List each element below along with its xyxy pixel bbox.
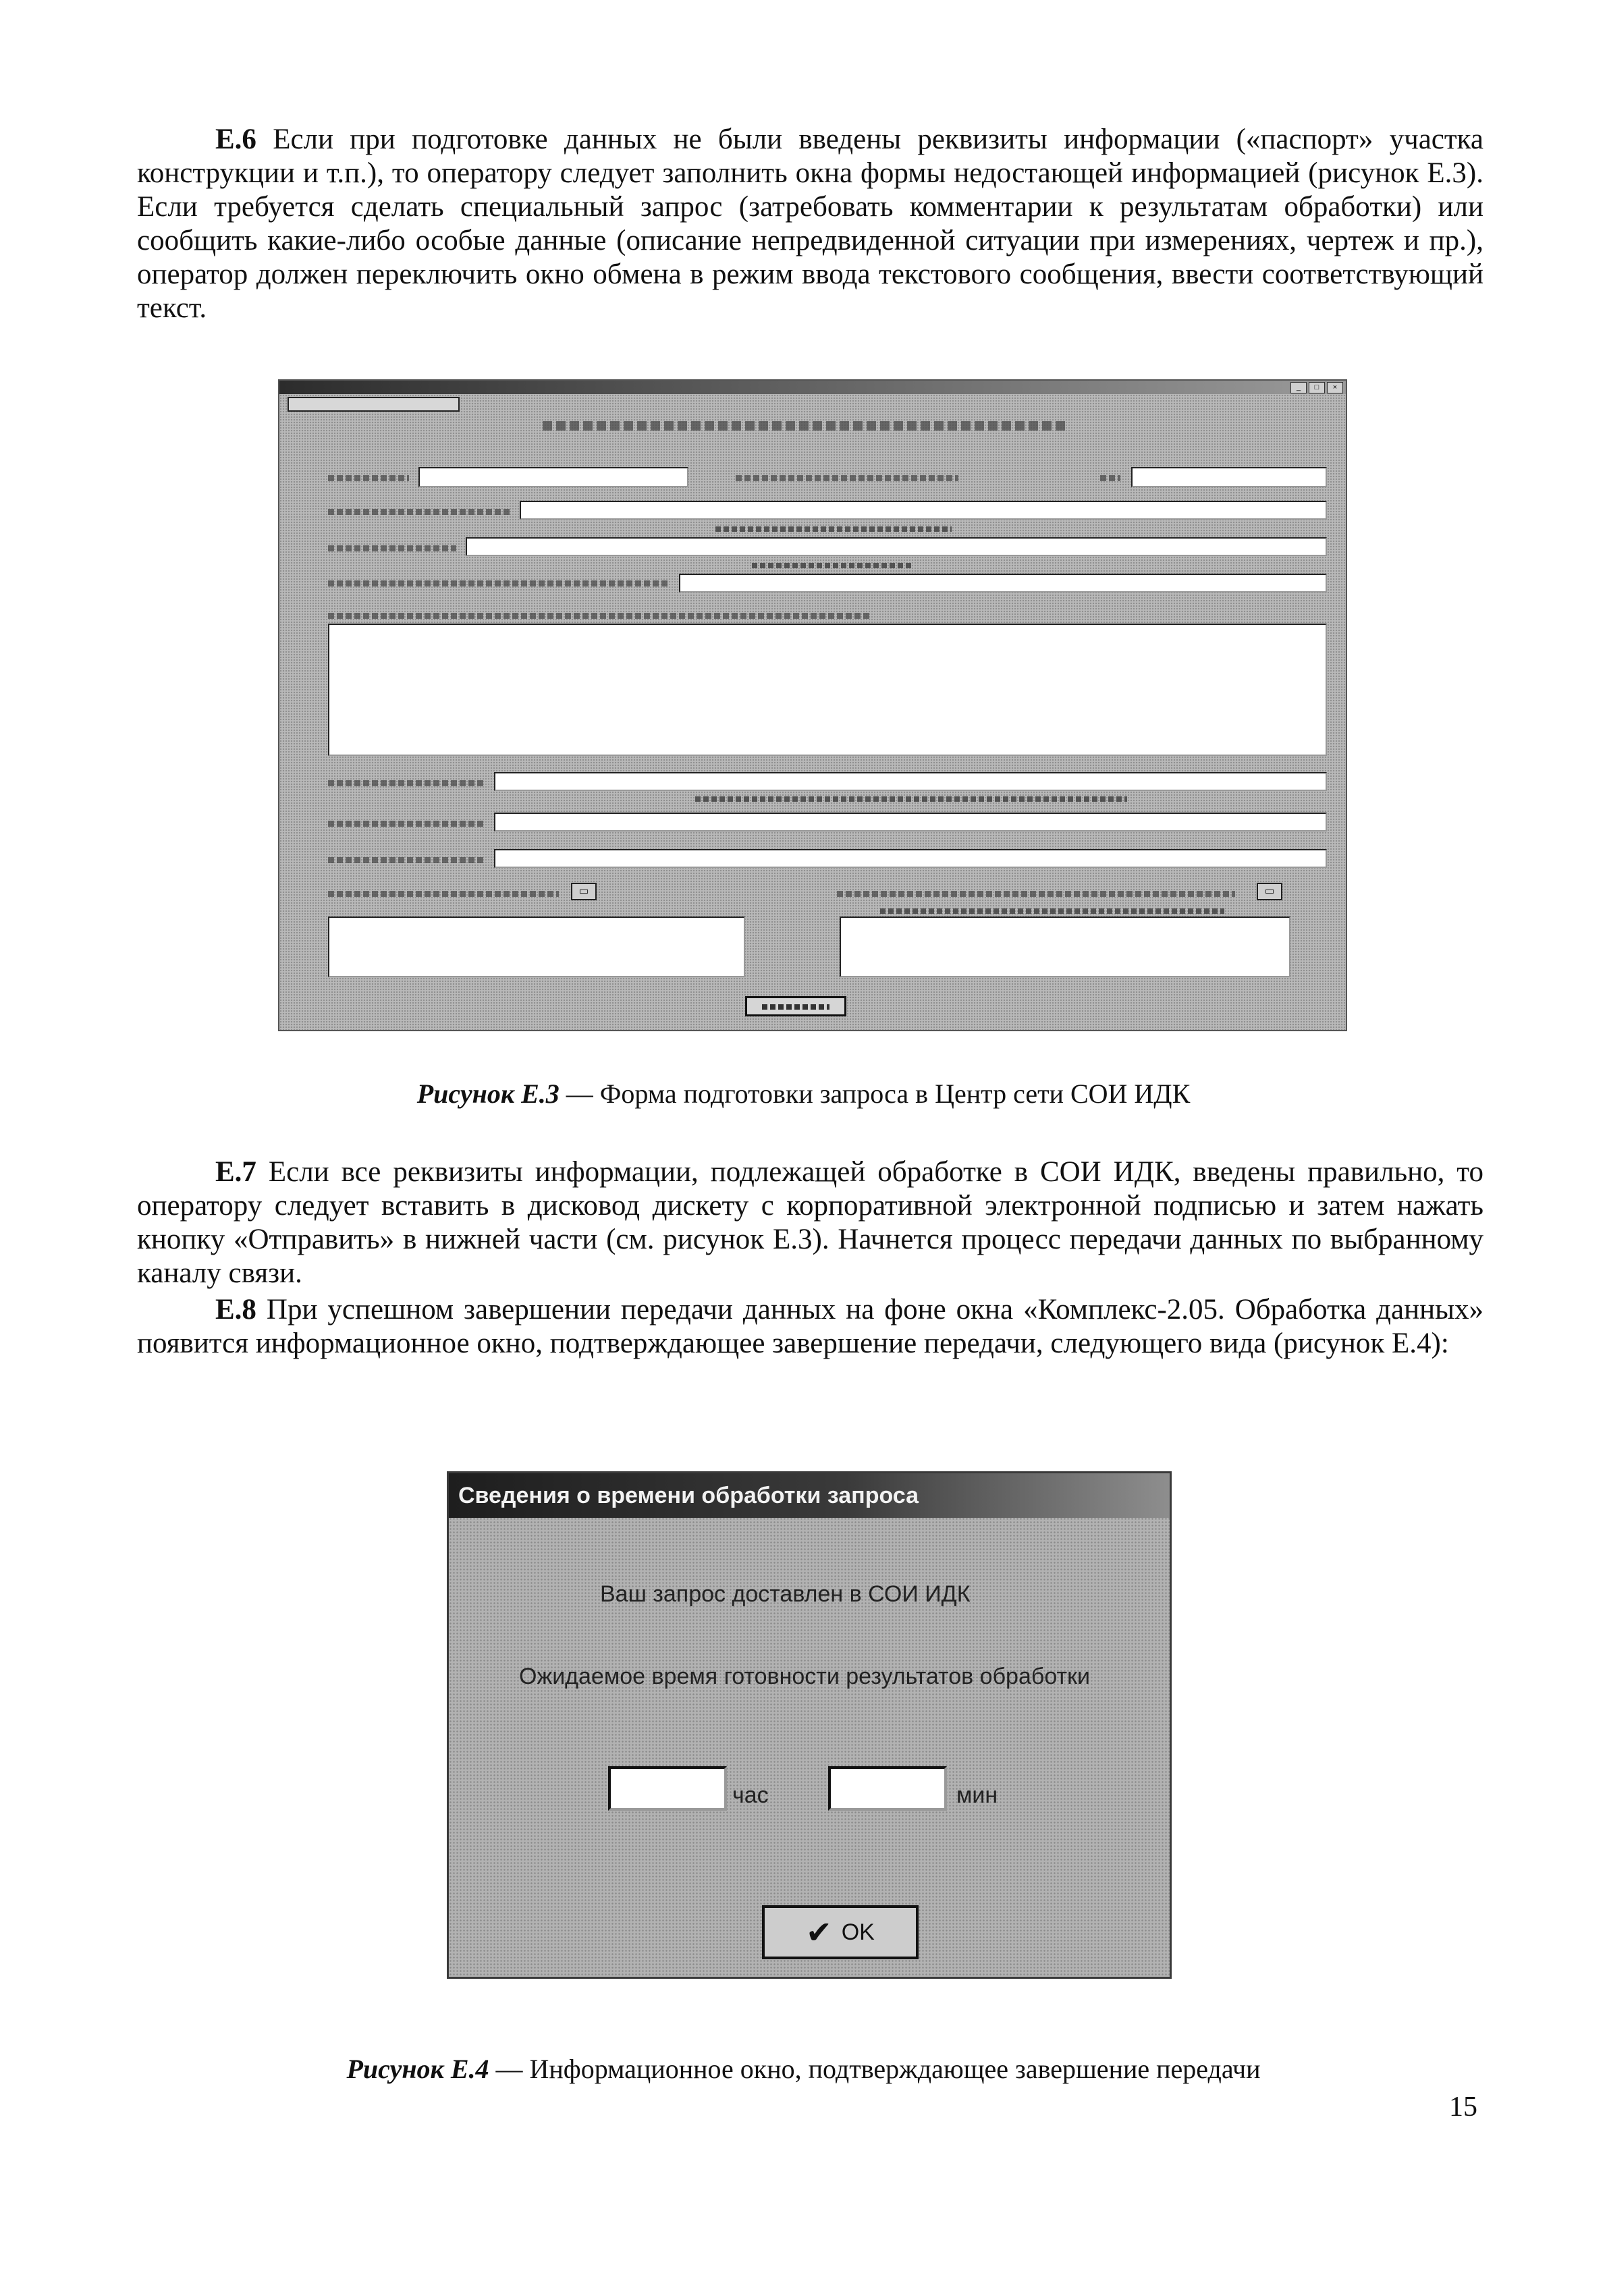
paragraph-text: Если при подготовке данных не были введены реквизиты информации («паспорт» участка конструкции и т.п.), то оператору следует заполнить окна формы недостающей информацией (рисунок Е.3). Если требуется сделать специальный запрос (затребовать комментарии к результатам обработки) или сообщить какие-либо особые данные (описание непредвиденной ситуации при измерениях, чертеж и пр.), оператор должен переключить окно обмена в режим ввода текстового сообщения, ввести соответствующий текст. [137,124,1484,324]
form-heading [543,421,1069,431]
field-hint [880,908,1224,914]
section-number: Е.8 [215,1294,256,1325]
window-titlebar [279,381,1346,394]
section-number: Е.6 [215,124,256,155]
attach-drawing-folder-icon[interactable]: ▭ [1257,883,1282,900]
field-label [328,780,486,786]
object-info-textarea[interactable] [328,624,1327,756]
field-hint [715,526,952,532]
caption-text: — Форма подготовки запроса в Центр сети СОИ ИДК [559,1078,1191,1109]
close-button[interactable]: × [1327,382,1343,393]
maximize-button[interactable]: □ [1309,382,1325,393]
send-button[interactable] [745,996,846,1016]
paragraph-e8 [137,1293,1483,1361]
page-number: 15 [1449,2092,1477,2123]
minimize-button[interactable]: _ [1290,382,1307,393]
federal-signature-field[interactable] [494,813,1327,831]
dialog-titlebar [449,1473,1170,1518]
paragraph-e6 [137,123,1483,325]
field-label [736,475,958,481]
control-field[interactable] [494,772,1327,791]
form-tab[interactable] [288,397,460,412]
delivered-message: Ваш запрос доставлен в СОИ ИДК [600,1581,971,1607]
expected-time-label: Ожидаемое время готовности результатов обработки [519,1664,1090,1689]
field-label [328,580,670,586]
field-label [328,821,486,827]
drawing-files-list[interactable] [840,917,1290,977]
organization-field[interactable] [466,537,1327,556]
request-form-window [278,379,1347,1031]
caption-label: Рисунок Е.4 [346,2054,489,2084]
field-label [328,509,512,515]
minutes-field[interactable] [828,1766,947,1811]
field-hint [695,796,1127,802]
paragraph-text: Если все реквизиты информации, подлежащей обработке в СОИ ИДК, введены правильно, то оператору следует вставить в дисковод дискету с корпоративной электронной подписью и затем нажать кнопку «Отправить» в нижней части (см. рисунок Е.3). Начнется процесс передачи данных по выбранному каналу связи. [137,1156,1484,1289]
hours-unit-label: час [732,1782,769,1808]
field-hint [752,563,914,568]
control-results-field[interactable] [520,501,1327,520]
field-label [328,475,409,481]
hours-field[interactable] [608,1766,727,1811]
dialog-title: Сведения о времени обработки запроса [458,1483,919,1508]
caption-text: — Информационное окно, подтверждающее завершение передачи [489,2054,1261,2084]
caption-label: Рисунок Е.3 [416,1078,560,1109]
field-label [837,891,1235,897]
corporate-signature-field[interactable] [494,849,1327,868]
field-label [328,891,559,897]
field-label [328,857,486,863]
ok-button[interactable] [762,1905,919,1959]
section-number: Е.7 [215,1156,256,1188]
request-number-field[interactable] [418,467,688,487]
attach-measurements-folder-icon[interactable]: ▭ [571,883,597,900]
field-label [1100,475,1120,481]
minutes-unit-label: мин [956,1782,998,1808]
processing-time-dialog [447,1471,1172,1979]
date-field[interactable] [1131,467,1327,487]
field-label [328,545,456,551]
paragraph-e7 [137,1155,1483,1290]
figure-caption-e4 [0,2053,1607,2085]
figure-caption-e3 [0,1078,1607,1110]
field-label [328,613,872,619]
contract-number-field[interactable] [679,574,1327,593]
measurements-files-list[interactable] [328,917,745,977]
paragraph-text: При успешном завершении передачи данных на фоне окна «Комплекс-2.05. Обработка данных» появится информационное окно, подтверждающее завершение передачи, следующего вида (рисунок Е.4): [137,1294,1484,1359]
ok-button-label: OK [841,1919,875,1945]
checkmark-icon: ✔ [806,1915,832,1950]
